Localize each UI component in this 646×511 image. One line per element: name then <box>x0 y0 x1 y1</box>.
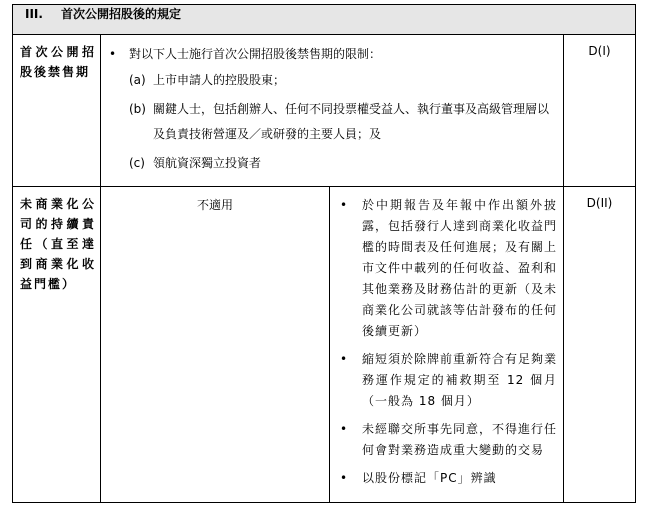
not-applicable-text: 不適用 <box>101 187 330 503</box>
list-item <box>336 349 557 412</box>
ref-code: D(I) <box>564 35 636 187</box>
row-label-ipo-lockup: 首次公開招股後禁售期 <box>13 35 101 187</box>
list-item <box>336 195 557 342</box>
list-item <box>107 44 557 64</box>
bullet-icon: • <box>340 198 348 212</box>
section-number: III. <box>25 7 43 21</box>
obligation-text: 於中期報告及年報中作出額外披露，包括發行人達到商業化收益門檻的時間表及任何進展；及有關上市文件中載列的任何收益、盈利和其他業務及財務估計的更新（及未商業化公司就該等估計發布的任何後續更新） <box>362 198 558 338</box>
rules-table <box>12 4 636 503</box>
sub-item-text: 領航資深獨立投資者 <box>153 156 262 170</box>
sub-item-mark: (c) <box>129 156 145 170</box>
table-row <box>13 187 636 503</box>
list-item <box>129 151 557 176</box>
section-header-row <box>13 5 636 35</box>
sub-item-mark: (a) <box>129 73 146 87</box>
bullet-icon: • <box>340 422 348 436</box>
sub-item-mark: (b) <box>129 102 146 116</box>
obligation-text: 未經聯交所事先同意，不得進行任何會對業務造成重大變動的交易 <box>362 422 558 457</box>
list-item <box>129 97 557 147</box>
obligation-text: 以股份標記「PC」辨識 <box>362 471 497 485</box>
obligation-text: 縮短須於除牌前重新符合有足夠業務運作規定的補救期至 12 個月（一般為 18 個月） <box>362 352 558 408</box>
ipo-lockup-intro: 對以下人士施行首次公開招股後禁售期的限制： <box>129 47 382 61</box>
row-label-pre-commercial: 未商業化公司的持續責任（直至達到商業化收益門檻） <box>13 187 101 503</box>
list-item <box>336 468 557 489</box>
section-header <box>13 5 636 35</box>
pre-commercial-obligations <box>330 187 564 503</box>
bullet-icon: • <box>340 471 348 485</box>
bullet-icon: • <box>109 47 117 61</box>
table-row <box>13 35 636 187</box>
section-title: 首次公開招股後的規定 <box>61 7 182 21</box>
ref-code: D(II) <box>564 187 636 503</box>
list-item <box>129 68 557 93</box>
sub-item-text: 上市申請人的控股股東； <box>153 73 286 87</box>
ipo-lockup-content <box>101 35 564 187</box>
sub-item-text: 關鍵人士，包括創辦人、任何不同投票權受益人、執行董事及高級管理層以及負責技術營運及／或研發的主要人員；及 <box>153 102 550 141</box>
bullet-icon: • <box>340 352 348 366</box>
list-item <box>336 419 557 461</box>
